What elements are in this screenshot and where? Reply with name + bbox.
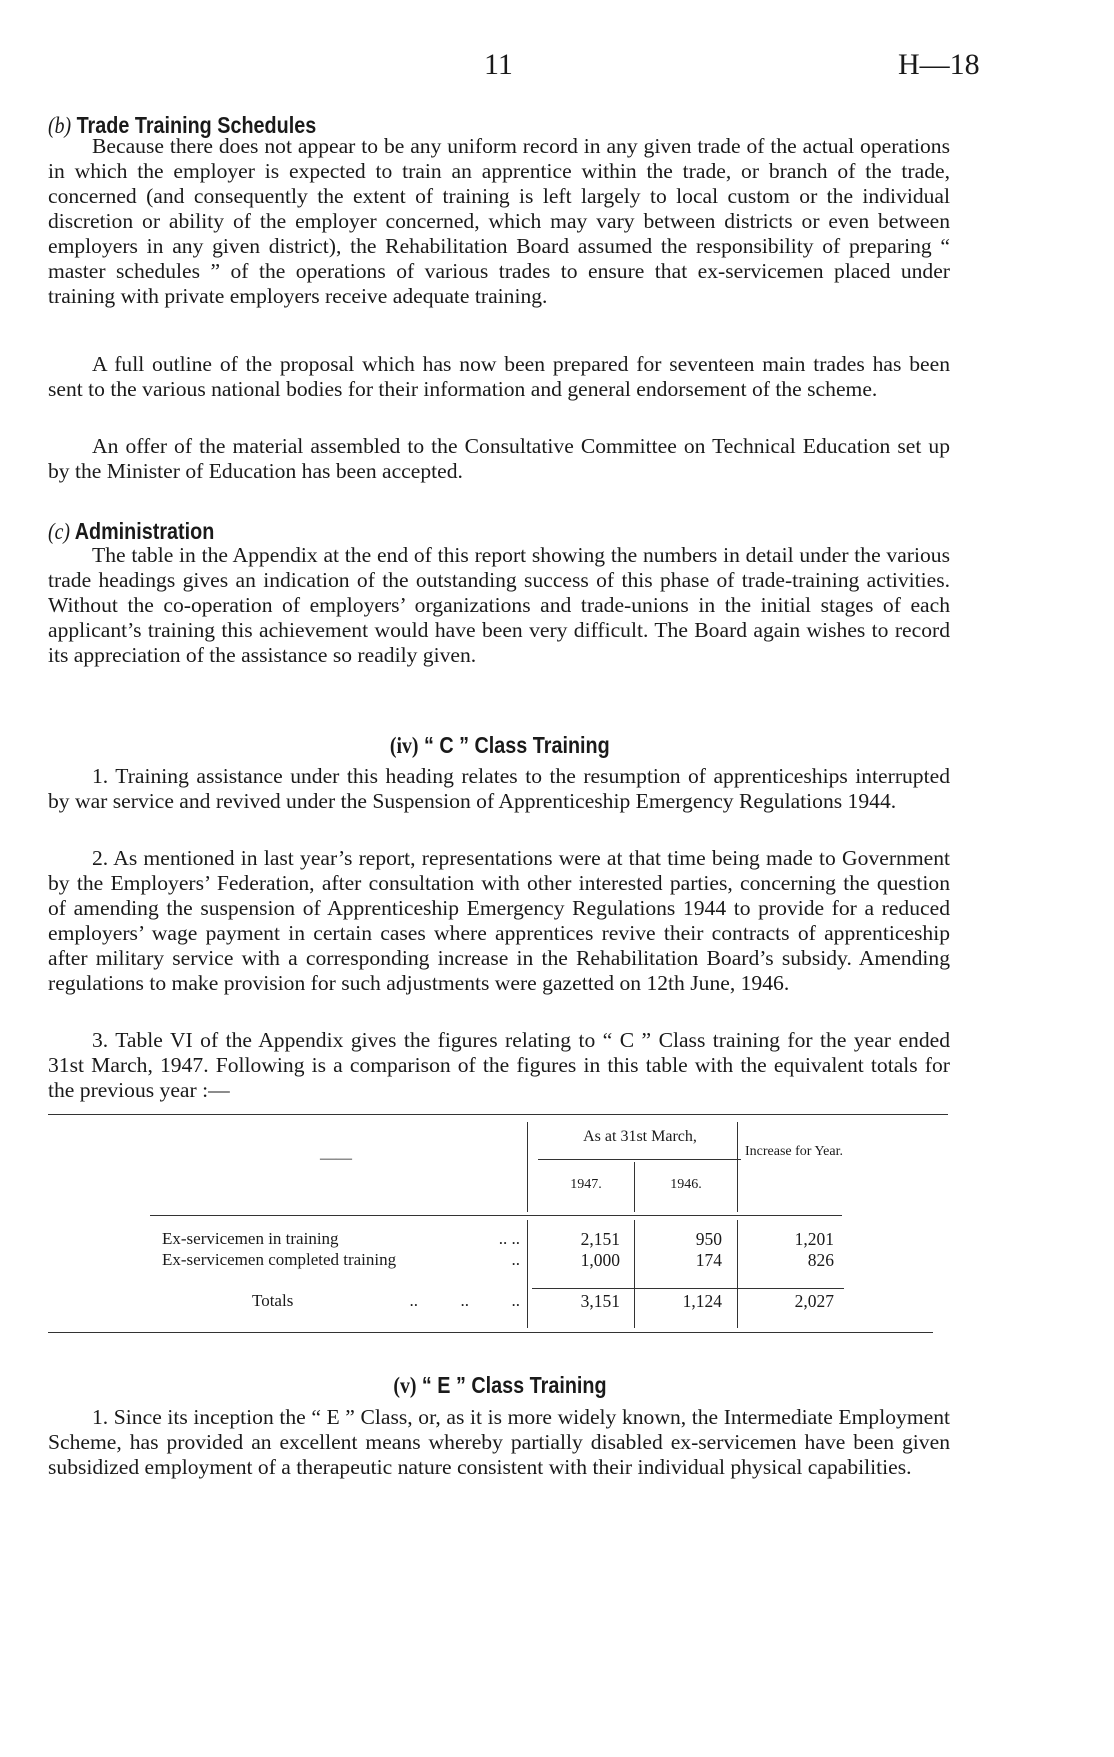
total-1946: 1,124 <box>682 1291 722 1311</box>
page-number: 11 <box>484 48 513 81</box>
section-heading-e-class <box>0 1372 1000 1399</box>
value-increase: 1,201 <box>794 1229 834 1249</box>
value-increase: 826 <box>807 1250 834 1270</box>
row-leaders: .. <box>511 1250 520 1269</box>
row-label: Ex-servicemen in training <box>162 1229 339 1248</box>
stub-header: —— <box>320 1150 352 1167</box>
section-title: “ C ” Class Training <box>424 732 610 758</box>
group-header-rule <box>538 1159 741 1160</box>
value-1946: 174 <box>695 1250 722 1270</box>
row-label: Ex-servicemen completed training <box>162 1250 397 1269</box>
paragraph: 1. Since its inception the “ E ” Class, or, as it is more widely known, the Intermediate Employment Scheme, has provided an excellent means whereby partially disabled ex-servicemen have been given subsidized employment of a therapeutic nature consistent with their individual physical capabilities. <box>48 1405 950 1479</box>
section-title: Administration <box>74 518 215 544</box>
column-divider <box>634 1220 635 1328</box>
paragraph: A full outline of the proposal which has now been prepared for seventeen main trades has been sent to the various national bodies for their information and general endorsement of the scheme. <box>48 352 950 401</box>
totals-rule <box>532 1288 844 1289</box>
document-reference: H—18 <box>898 48 980 81</box>
section-heading-administration <box>48 518 214 545</box>
group-header: As at 31st March, <box>583 1128 697 1145</box>
paragraph: 1. Training assistance under this heading relates to the resumption of apprenticeships interrupted by war service and revived under the Suspension of Apprenticeship Emergency Regulations 1944. <box>48 764 950 813</box>
section-title: “ E ” Class Training <box>421 1372 607 1398</box>
column-divider <box>527 1220 528 1328</box>
column-divider <box>634 1162 635 1212</box>
table-bottom-rule <box>48 1332 933 1333</box>
section-label: (iv) <box>390 733 419 758</box>
section-label: (c) <box>48 519 70 544</box>
value-1947: 1,000 <box>580 1250 620 1270</box>
table-top-rule <box>48 1114 948 1115</box>
total-1947: 3,151 <box>580 1291 620 1311</box>
totals-label: Totals <box>252 1291 294 1310</box>
column-header-1947: 1947. <box>570 1177 602 1192</box>
section-label: (v) <box>393 1373 417 1398</box>
section-label: (b) <box>48 113 72 138</box>
value-1947: 2,151 <box>580 1229 620 1249</box>
row-leaders: .. .. <box>498 1229 520 1248</box>
section-heading-c-class <box>0 732 1000 759</box>
paragraph: The table in the Appendix at the end of this report showing the numbers in detail under the various trade headings gives an indication of the outstanding success of this phase of trade-training activities. Without the co-operation of employers’ organizations and trade-unions in the initial stages of each applicant’s training this achievement would have been very difficult. The Board again wishes to record its appreciation of the assistance so readily given. <box>48 543 950 667</box>
total-increase: 2,027 <box>794 1291 834 1311</box>
column-divider <box>737 1220 738 1328</box>
paragraph: An offer of the material assembled to the Consultative Committee on Technical Education set up by the Minister of Education has been accepted. <box>48 434 950 483</box>
paragraph: 3. Table VI of the Appendix gives the figures relating to “ C ” Class training for the year ended 31st March, 1947. Following is a comparison of the figures in this table with the equivalent totals for the previous year :— <box>48 1028 950 1102</box>
header-bottom-rule <box>150 1215 842 1216</box>
column-divider <box>527 1122 528 1212</box>
section-title: Trade Training Schedules <box>76 112 317 138</box>
paragraph: Because there does not appear to be any uniform record in any given trade of the actual operations in which the employer is expected to train an apprentice within the trade, or branch of the trade, concerned (and consequently the extent of training is left largely to local custom or the individual discretion or ability of the employer concerned, which may vary between districts or even between employers in any given district), the Rehabilitation Board assumed the responsibility of preparing “ master schedules ” of the operations of various trades to ensure that ex-servicemen placed under training with private employers receive adequate training. <box>48 134 950 308</box>
totals-leaders: .. .. .. <box>409 1291 520 1310</box>
column-header-1946: 1946. <box>670 1177 702 1192</box>
value-1946: 950 <box>695 1229 722 1249</box>
column-header-increase: Increase for Year. <box>745 1144 843 1159</box>
paragraph: 2. As mentioned in last year’s report, representations were at that time being made to Government by the Employers’ Federation, after consultation with other interested parties, concerning the question of amending the suspension of Apprenticeship Emergency Regulations 1944 to provide for a reduced employers’ wage payment in certain cases where apprentices revive their contracts of apprenticeship after military service with a corresponding increase in the Rehabilitation Board’s subsidy. Amending regulations to make provision for such adjustments were gazetted on 12th June, 1946. <box>48 846 950 995</box>
